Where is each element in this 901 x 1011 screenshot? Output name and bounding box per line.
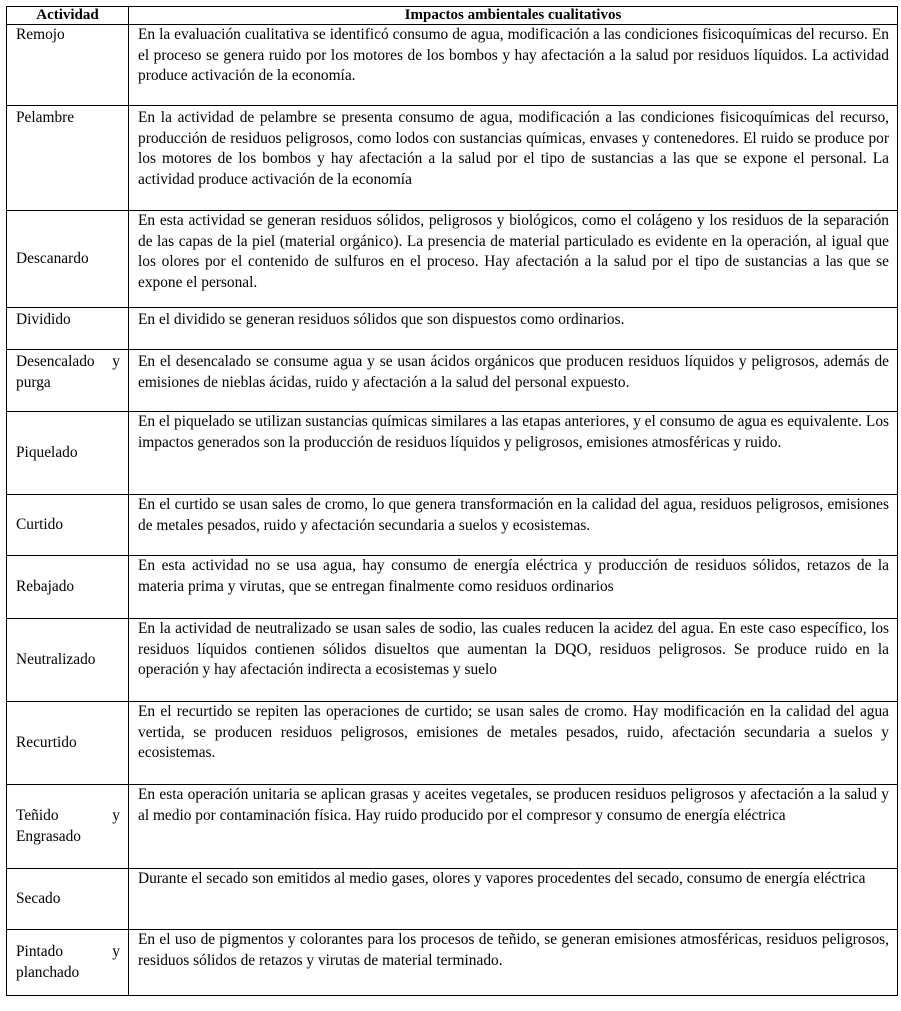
- activity-cell: Pintado y planchado: [7, 930, 129, 996]
- impact-cell: En esta actividad no se usa agua, hay consumo de energía eléctrica y producción de residuos sólidos, retazos de la materia prima y virutas, que se entregan finalmente como residuos ordinarios: [129, 556, 898, 619]
- header-activity: Actividad: [7, 7, 129, 25]
- impact-cell: Durante el secado son emitidos al medio gases, olores y vapores procedentes del secado, consumo de energía eléctrica: [129, 869, 898, 930]
- activity-cell: Desencalado y purga: [7, 350, 129, 412]
- activity-cell: Descanardo: [7, 211, 129, 308]
- table-row: [7, 211, 898, 308]
- impact-cell: En esta actividad se generan residuos sólidos, peligrosos y biológicos, como el colágeno y los residuos de la separación de las capas de la piel (material orgánico). La presencia de material particulado es evidente en la operación, al igual que los olores por el contenido de sulfuros en el proceso. Hay afectación a la salud por el tipo de sustancias a las que se expone el personal.: [129, 211, 898, 308]
- cropped-text-fragment: [145, 0, 295, 2]
- activity-cell: Piquelado: [7, 412, 129, 495]
- impact-cell: En esta operación unitaria se aplican grasas y aceites vegetales, se producen residuos peligrosos y afectación a la salud y al medio por contaminación física. Hay ruido producido por el compresor y consumo de energía eléctrica: [129, 785, 898, 869]
- impact-cell: En el curtido se usan sales de cromo, lo que genera transformación en la calidad del agua, residuos peligrosos, emisiones de metales pesados, ruido y afectación secundaria a suelos y ecosistemas.: [129, 495, 898, 556]
- impact-cell: En el dividido se generan residuos sólidos que son dispuestos como ordinarios.: [129, 308, 898, 350]
- activity-cell: Secado: [7, 869, 129, 930]
- activity-cell: Pelambre: [7, 106, 129, 211]
- impact-cell: En la actividad de neutralizado se usan sales de sodio, las cuales reducen la acidez del agua. En este caso específico, los residuos líquidos contienen sólidos disueltos que aumentan la DQO, residuos peligrosos. Se produce ruido en la operación y hay afectación indirecta a ecosistemas y suelo: [129, 619, 898, 702]
- table-row: [7, 785, 898, 869]
- table-row: [7, 556, 898, 619]
- table-row: [7, 25, 898, 106]
- table-row: [7, 308, 898, 350]
- activity-cell: Remojo: [7, 25, 129, 106]
- environmental-impacts-table: [6, 6, 898, 996]
- table-row: [7, 930, 898, 996]
- table-row: [7, 495, 898, 556]
- impact-cell: En el recurtido se repiten las operaciones de curtido; se usan sales de cromo. Hay modificación en la calidad del agua vertida, se producen residuos peligrosos, emisiones de metales pesados, ruido, afectación secundaria a suelos y ecosistemas.: [129, 702, 898, 785]
- table-header-row: [7, 7, 898, 25]
- activity-cell: Neutralizado: [7, 619, 129, 702]
- impact-cell: En el desencalado se consume agua y se usan ácidos orgánicos que producen residuos líquidos y peligrosos, además de emisiones de nieblas ácidas, ruido y afectación a la salud del personal expuesto.: [129, 350, 898, 412]
- activity-cell: Rebajado: [7, 556, 129, 619]
- activity-cell: Curtido: [7, 495, 129, 556]
- activity-cell: Teñido y Engrasado: [7, 785, 129, 869]
- table-row: [7, 106, 898, 211]
- impact-cell: En la actividad de pelambre se presenta consumo de agua, modificación a las condiciones fisicoquímicas del recurso, producción de residuos peligrosos, como lodos con sustancias químicas, envases y contenedores. El ruido se produce por los motores de los bombos y hay afectación a la salud por el tipo de sustancias a las que se expone el personal. La actividad produce activación de la economía: [129, 106, 898, 211]
- impact-cell: En el uso de pigmentos y colorantes para los procesos de teñido, se generan emisiones atmosféricas, residuos peligrosos, residuos sólidos de retazos y virutas de material terminado.: [129, 930, 898, 996]
- table-row: [7, 869, 898, 930]
- impact-cell: En el piquelado se utilizan sustancias químicas similares a las etapas anteriores, y el consumo de agua es equivalente. Los impactos generados son la producción de residuos líquidos y peligrosos, emisiones atmosféricas y ruido.: [129, 412, 898, 495]
- table-row: [7, 702, 898, 785]
- activity-cell: Recurtido: [7, 702, 129, 785]
- table-row: [7, 619, 898, 702]
- table-row: [7, 412, 898, 495]
- impact-cell: En la evaluación cualitativa se identificó consumo de agua, modificación a las condiciones fisicoquímicas del recurso. En el proceso se genera ruido por los motores de los bombos y hay afectación a la salud por residuos líquidos. La actividad produce activación de la economía.: [129, 25, 898, 106]
- activity-cell: Dividido: [7, 308, 129, 350]
- table-row: [7, 350, 898, 412]
- header-impacts: Impactos ambientales cualitativos: [129, 7, 898, 25]
